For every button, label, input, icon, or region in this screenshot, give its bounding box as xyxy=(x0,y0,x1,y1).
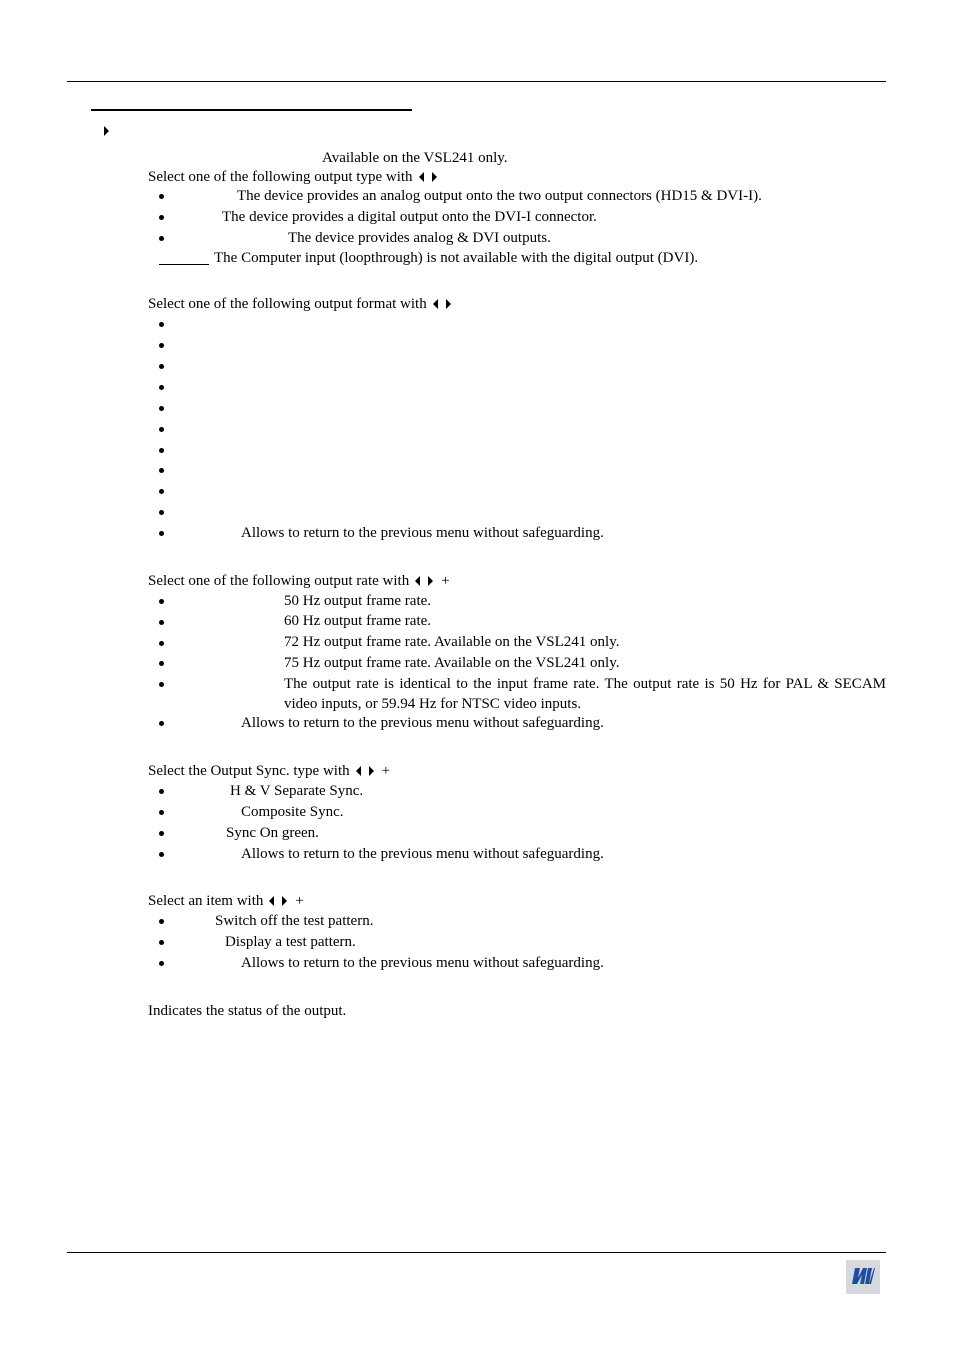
test-pattern-back: Allows to return to the previous menu without safeguarding. xyxy=(241,955,604,971)
bullet-icon xyxy=(159,721,164,726)
output-rate-prompt: Select one of the following output rate with + xyxy=(148,573,450,589)
section-title-underline xyxy=(91,109,412,111)
output-rate-auto: The output rate is identical to the input frame rate. The output rate is 50 Hz for PAL & SECAM video inputs, or 59.94 Hz for NTSC video inputs. xyxy=(284,676,886,712)
output-rate-75: 75 Hz output frame rate. Available on the VSL241 only. xyxy=(284,655,620,671)
output-format-prompt: Select one of the following output format with xyxy=(148,295,451,313)
bullet-icon xyxy=(159,531,164,536)
output-type-digital: The device provides a digital output onto the DVI-I connector. xyxy=(222,209,597,225)
bullet-icon xyxy=(159,215,164,220)
bullet-icon xyxy=(159,364,164,369)
output-type-prompt: Select one of the following output type with xyxy=(148,168,437,186)
availability-note: Available on the VSL241 only. xyxy=(322,150,508,166)
footer-rule xyxy=(67,1252,886,1253)
left-right-arrows-icon xyxy=(419,168,437,186)
bullet-icon xyxy=(159,961,164,966)
output-sync-back: Allows to return to the previous menu without safeguarding. xyxy=(241,846,604,862)
bullet-icon xyxy=(159,661,164,666)
bullet-icon xyxy=(159,641,164,646)
bullet-icon xyxy=(159,940,164,945)
bullet-icon xyxy=(159,510,164,515)
output-rate-back: Allows to return to the previous menu without safeguarding. xyxy=(241,715,604,731)
plus-key: + xyxy=(441,573,450,589)
brand-logo-icon xyxy=(846,1260,880,1294)
bullet-icon xyxy=(159,789,164,794)
bullet-icon xyxy=(159,919,164,924)
output-type-both: The device provides analog & DVI outputs. xyxy=(288,230,551,246)
bullet-icon xyxy=(159,194,164,199)
output-status-text: Indicates the status of the output. xyxy=(148,1003,347,1019)
bullet-icon xyxy=(159,489,164,494)
left-right-arrows-icon xyxy=(269,892,287,910)
bullet-icon xyxy=(159,682,164,687)
bullet-icon xyxy=(159,852,164,857)
output-sync-composite: Composite Sync. xyxy=(241,804,344,820)
bullet-icon xyxy=(159,343,164,348)
output-sync-prompt: Select the Output Sync. type with + xyxy=(148,763,391,779)
test-pattern-off: Switch off the test pattern. xyxy=(215,913,374,929)
left-right-arrows-icon xyxy=(415,572,433,590)
output-rate-50: 50 Hz output frame rate. xyxy=(284,593,432,609)
bullet-icon xyxy=(159,427,164,432)
output-rate-60: 60 Hz output frame rate. xyxy=(284,613,432,629)
plus-key: + xyxy=(295,893,304,909)
bullet-icon xyxy=(159,468,164,473)
bullet-icon xyxy=(159,448,164,453)
plus-key: + xyxy=(381,763,391,779)
output-sync-hv: H & V Separate Sync. xyxy=(230,783,364,799)
header-rule xyxy=(67,81,886,82)
bullet-icon xyxy=(159,322,164,327)
brand-logo-mark xyxy=(850,1264,876,1290)
output-sync-green: Sync On green. xyxy=(226,825,319,841)
bullet-icon xyxy=(159,831,164,836)
bullet-icon xyxy=(159,236,164,241)
section-arrow-icon xyxy=(104,122,109,140)
bullet-icon xyxy=(159,810,164,815)
output-rate-72: 72 Hz output frame rate. Available on the VSL241 only. xyxy=(284,634,620,650)
output-format-back: Allows to return to the previous menu without safeguarding. xyxy=(241,525,604,541)
note-label-underline xyxy=(159,264,209,265)
loopthrough-note: The Computer input (loopthrough) is not available with the digital output (DVI). xyxy=(214,250,699,266)
bullet-icon xyxy=(159,385,164,390)
left-right-arrows-icon xyxy=(433,295,451,313)
output-type-analog: The device provides an analog output onto the two output connectors (HD15 & DVI-I). xyxy=(237,188,762,204)
test-pattern-on: Display a test pattern. xyxy=(225,934,356,950)
bullet-icon xyxy=(159,620,164,625)
left-right-arrows-icon xyxy=(356,762,374,780)
test-pattern-prompt: Select an item with + xyxy=(148,893,304,909)
bullet-icon xyxy=(159,599,164,604)
bullet-icon xyxy=(159,406,164,411)
